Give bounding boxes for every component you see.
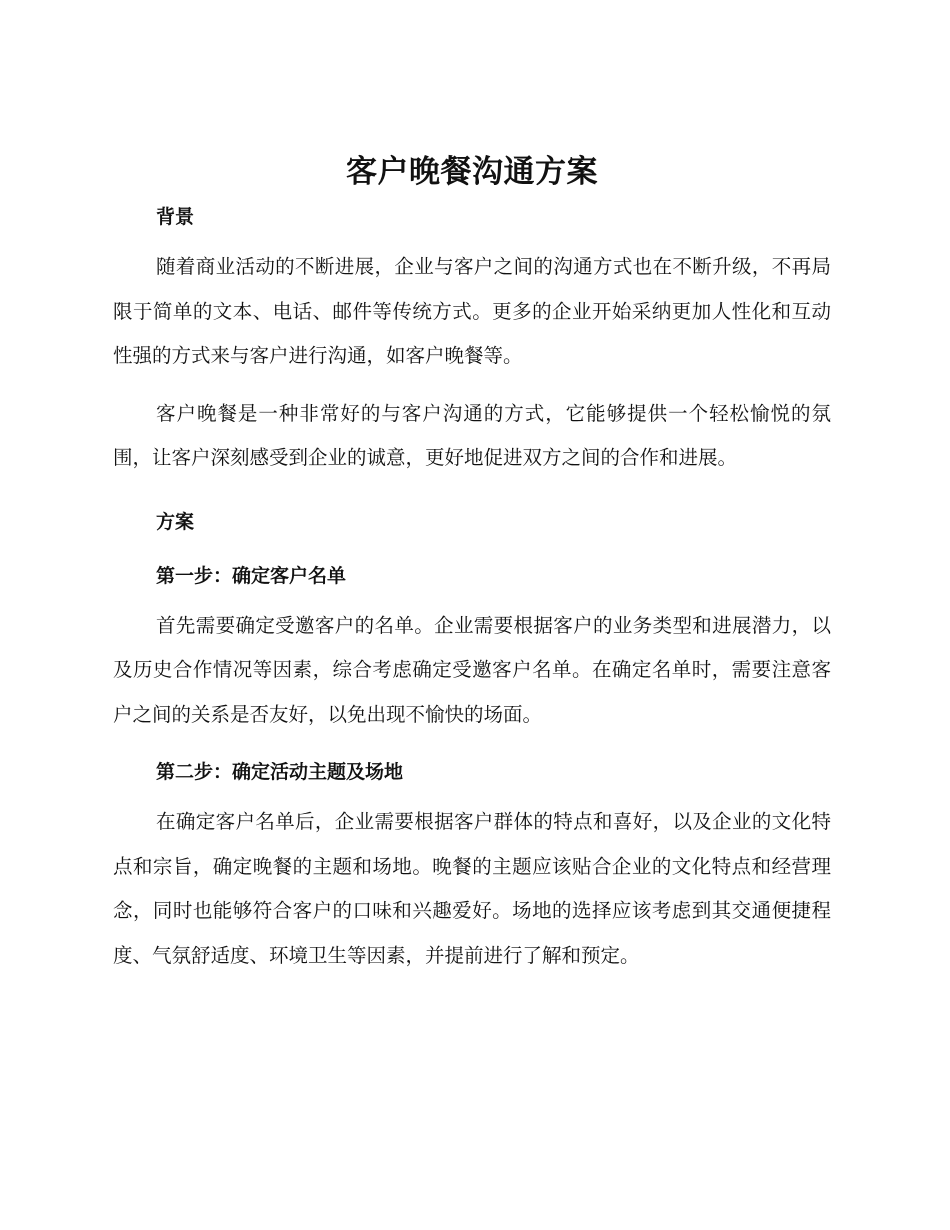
section-heading-step-2: 第二步：确定活动主题及场地 bbox=[156, 761, 404, 783]
background-paragraph-1: 随着商业活动的不断进展，企业与客户之间的沟通方式也在不断升级，不再局限于简单的文本、电话、邮件等传统方式。更多的企业开始采纳更加人性化和互动性强的方式来与客户进行沟通，如客户晚餐等。 bbox=[113, 255, 831, 367]
step-2-paragraph: 在确定客户名单后，企业需要根据客户群体的特点和喜好，以及企业的文化特点和宗旨，确定晚餐的主题和场地。晚餐的主题应该贴合企业的文化特点和经营理念，同时也能够符合客户的口味和兴趣爱好。场地的选择应该考虑到其交通便捷程度、气氛舒适度、环境卫生等因素，并提前进行了解和预定。 bbox=[113, 810, 831, 967]
step-1-paragraph: 首先需要确定受邀客户的名单。企业需要根据客户的业务类型和进展潜力，以及历史合作情况等因素，综合考虑确定受邀客户名单。在确定名单时，需要注意客户之间的关系是否友好，以免出现不愉快的场面。 bbox=[113, 613, 831, 726]
section-heading-step-1: 第一步：确定客户名单 bbox=[156, 564, 347, 587]
background-paragraph-2: 客户晚餐是一种非常好的与客户沟通的方式，它能够提供一个轻松愉悦的氛围，让客户深刻感受到企业的诚意，更好地促进双方之间的合作和进展。 bbox=[113, 401, 831, 469]
section-heading-background: 背景 bbox=[156, 206, 195, 228]
document-title: 客户晚餐沟通方案 bbox=[346, 154, 598, 190]
document-page bbox=[113, 148, 831, 978]
section-heading-plan: 方案 bbox=[156, 510, 195, 533]
